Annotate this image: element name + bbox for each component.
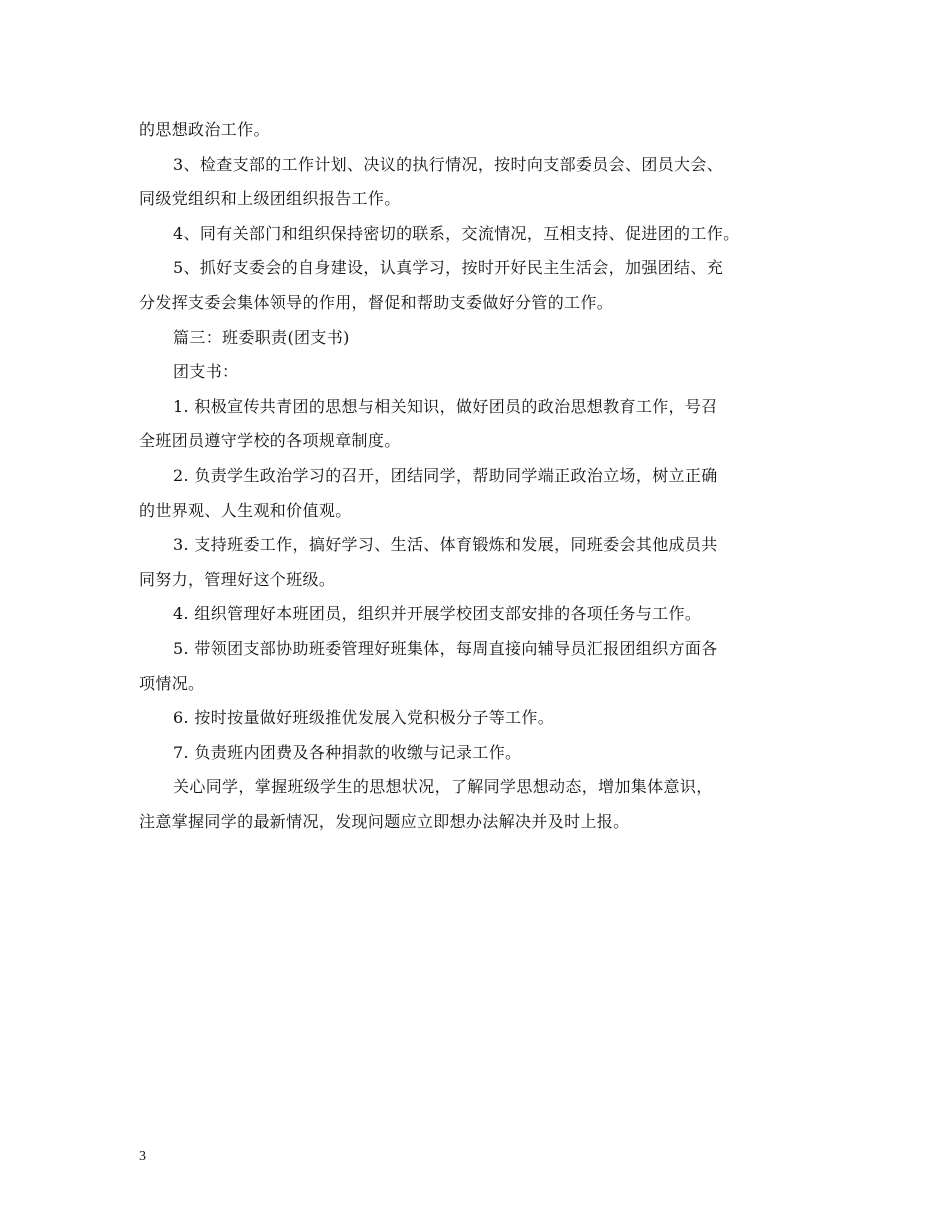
document-body xyxy=(139,113,815,839)
text-line: 的思想政治工作。 xyxy=(139,120,270,139)
text-line: 5. 带领团支部协助班委管理好班集体，每周直接向辅导员汇报团组织方面各 xyxy=(173,638,718,658)
text-line: 同努力，管理好这个班级。 xyxy=(139,569,336,589)
text-line: 1. 积极宣传共青团的思想与相关知识，做好团员的政治思想教育工作，号召 xyxy=(173,396,718,416)
text-line: 全班团员遵守学校的各项规章制度。 xyxy=(139,431,401,451)
text-line: 项情况。 xyxy=(139,673,205,693)
text-line: 5、抓好支委会的自身建设，认真学习，按时开好民主生活会，加强团结、充 xyxy=(173,258,724,278)
text-line: 篇三：班委职责(团支书) xyxy=(173,327,350,347)
text-line: 4、同有关部门和组织保持密切的联系，交流情况，互相支持、促进团的工作。 xyxy=(173,223,740,243)
text-line: 团支书： xyxy=(173,362,239,382)
text-line: 同级党组织和上级团组织报告工作。 xyxy=(139,189,401,209)
text-line: 4. 组织管理好本班团员，组织并开展学校团支部安排的各项任务与工作。 xyxy=(173,604,702,624)
text-line: 2. 负责学生政治学习的召开，团结同学，帮助同学端正政治立场，树立正确 xyxy=(173,465,718,485)
text-line: 注意掌握同学的最新情况，发现问题应立即想办法解决并及时上报。 xyxy=(139,811,630,831)
page-number: 3 xyxy=(139,1149,146,1164)
text-line: 3、检查支部的工作计划、决议的执行情况，按时向支部委员会、团员大会、 xyxy=(173,154,724,174)
text-line: 6. 按时按量做好班级推优发展入党积极分子等工作。 xyxy=(173,708,555,728)
text-line: 7. 负责班内团费及各种捐款的收缴与记录工作。 xyxy=(173,742,522,762)
text-line: 3. 支持班委工作，搞好学习、生活、体育锻炼和发展，同班委会其他成员共 xyxy=(173,535,718,555)
text-line: 分发挥支委会集体领导的作用，督促和帮助支委做好分管的工作。 xyxy=(139,292,614,312)
text-line: 的世界观、人生观和价值观。 xyxy=(139,500,352,520)
text-line: 关心同学，掌握班级学生的思想状况，了解同学思想动态，增加集体意识， xyxy=(173,777,713,797)
